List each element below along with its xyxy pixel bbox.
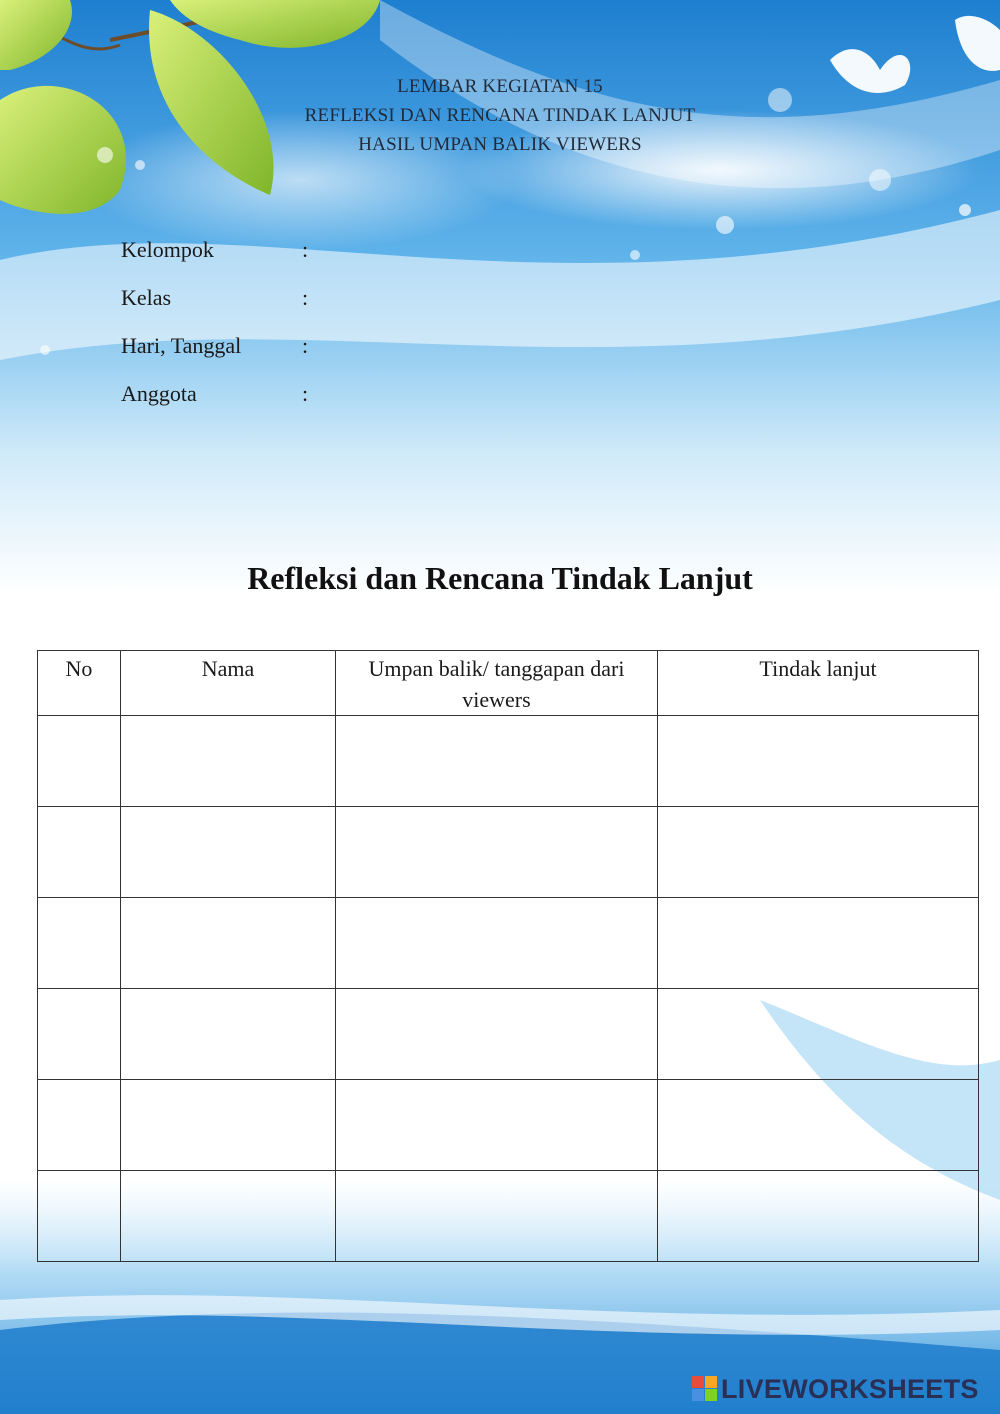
table-body [38,716,979,1262]
field-colon: : [302,381,309,406]
cell-nama[interactable] [121,1080,336,1171]
section-title: Refleksi dan Rencana Tindak Lanjut [247,560,753,596]
table-row [38,898,979,989]
column-header-nama: Nama [121,651,336,716]
table-row [38,807,979,898]
cell-no[interactable] [38,1080,121,1171]
reflection-table [37,650,979,1262]
column-header-umpan-balik-text: Umpan balik/ tanggapan dari viewers [368,656,625,712]
cell-no[interactable] [38,716,121,807]
column-header-tindak-lanjut: Tindak lanjut [658,651,979,716]
cell-no[interactable] [38,1171,121,1262]
cell-umpan-balik[interactable] [336,1080,658,1171]
field-kelompok [121,226,322,274]
field-label: Hari, Tanggal [121,333,242,358]
cell-umpan-balik[interactable] [336,898,658,989]
field-label: Kelas [121,285,172,310]
cell-tindak-lanjut[interactable] [658,716,979,807]
table-row [38,716,979,807]
cell-umpan-balik[interactable] [336,716,658,807]
cell-umpan-balik[interactable] [336,989,658,1080]
cell-umpan-balik[interactable] [336,807,658,898]
field-hari-tanggal [121,322,322,370]
field-colon: : [302,333,309,358]
field-label: Kelompok [121,237,214,262]
cell-tindak-lanjut[interactable] [658,1171,979,1262]
field-colon: : [302,285,309,310]
cell-tindak-lanjut[interactable] [658,898,979,989]
cell-nama[interactable] [121,807,336,898]
field-label: Anggota [121,381,197,406]
cell-tindak-lanjut[interactable] [658,989,979,1080]
field-anggota [121,370,322,418]
cell-nama[interactable] [121,898,336,989]
liveworksheets-wordmark: LIVEWORKSHEETS [721,1373,979,1404]
mark-square [705,1376,717,1388]
mark-square [692,1389,704,1401]
mark-square [705,1389,717,1401]
header-line-activity: LEMBAR KEGIATAN 15 [397,76,603,97]
table-row [38,989,979,1080]
cell-no[interactable] [38,898,121,989]
liveworksheets-logo [692,1372,979,1406]
column-header-umpan-balik [336,651,658,716]
mark-square [692,1376,704,1388]
cell-no[interactable] [38,807,121,898]
header-line-subtitle: HASIL UMPAN BALIK VIEWERS [358,134,642,155]
cell-nama[interactable] [121,716,336,807]
cell-umpan-balik[interactable] [336,1171,658,1262]
cell-nama[interactable] [121,989,336,1080]
table-row [38,1080,979,1171]
header-line-topic: REFLEKSI DAN RENCANA TINDAK LANJUT [304,105,696,126]
field-colon: : [302,237,309,262]
worksheet-header [0,72,1000,159]
cell-tindak-lanjut[interactable] [658,1080,979,1171]
field-kelas [121,274,322,322]
column-header-no: No [38,651,121,716]
identity-fields [121,226,322,418]
liveworksheets-mark-icon [692,1376,718,1402]
table-header-row [38,651,979,716]
cell-no[interactable] [38,989,121,1080]
table-row [38,1171,979,1262]
cell-nama[interactable] [121,1171,336,1262]
cell-tindak-lanjut[interactable] [658,807,979,898]
